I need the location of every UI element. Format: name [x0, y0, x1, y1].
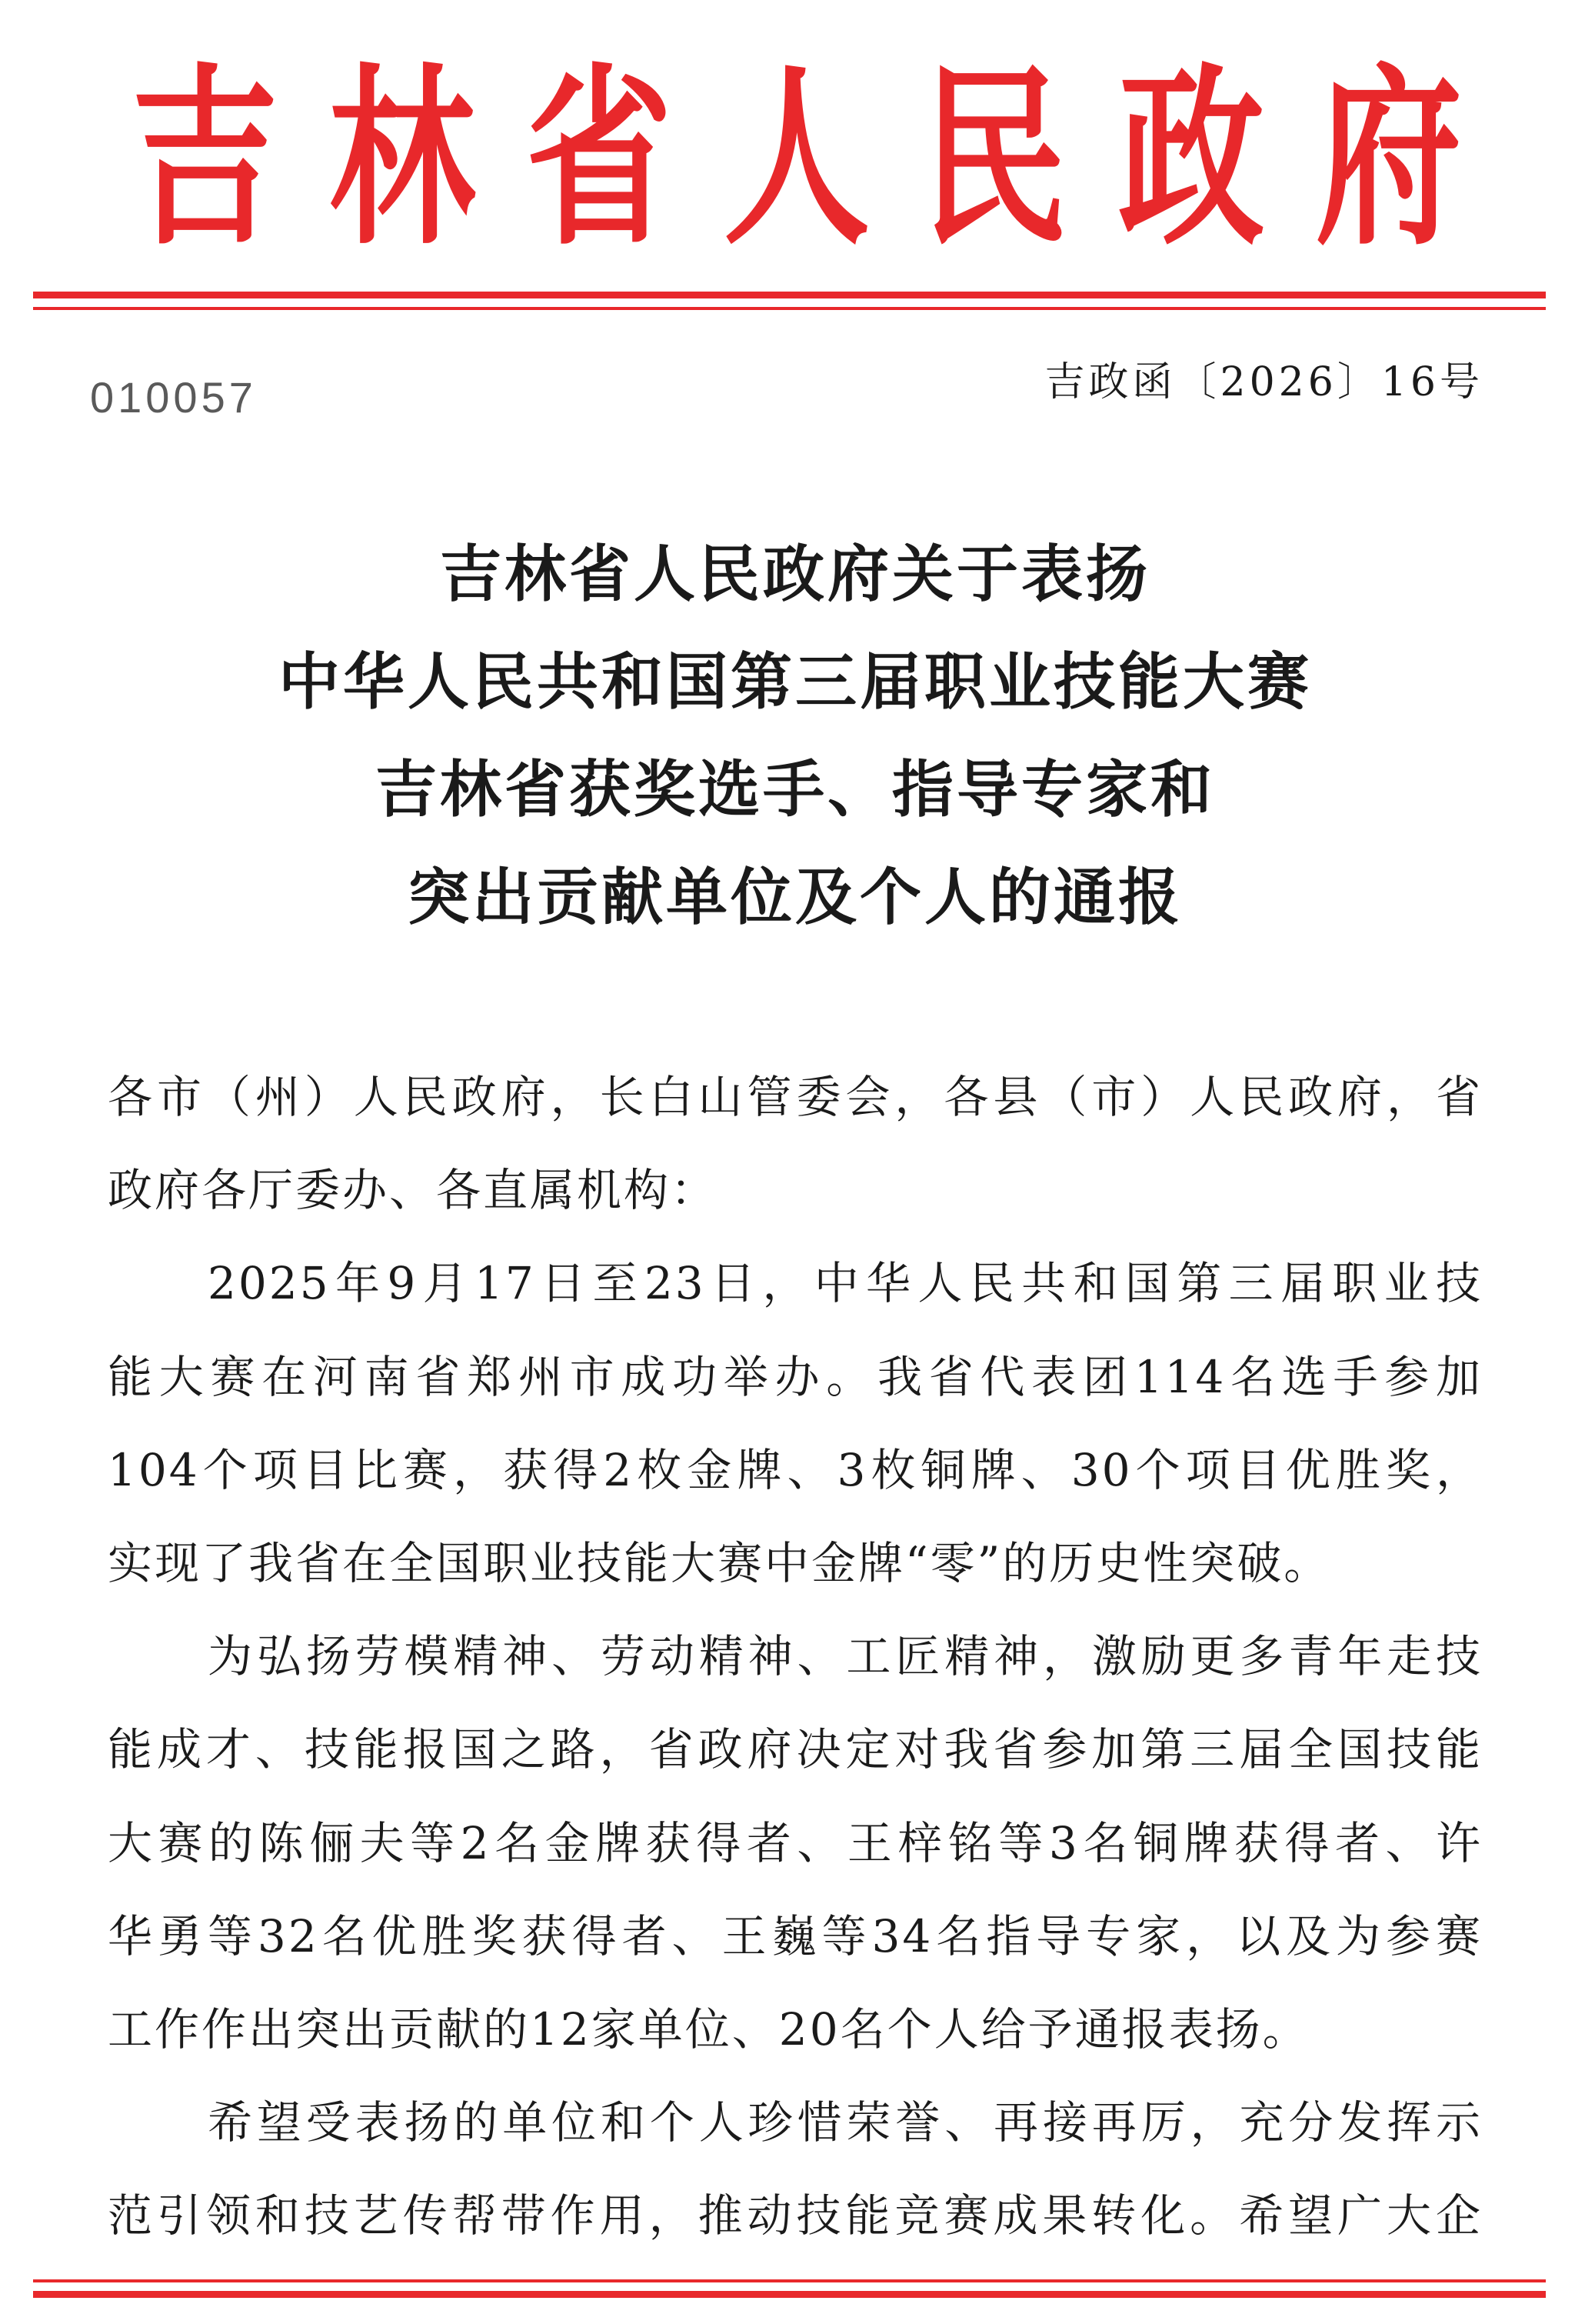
document-title-line: 吉林省获奖选手、指导专家和: [375, 753, 1215, 825]
body-line: 能成才、技能报国之路，省政府决定对我省参加第三届全国技能: [108, 1723, 1483, 1776]
serial-number: 010057: [90, 373, 257, 422]
masthead-char: [917, 45, 1071, 271]
body-line: 工作作出突出贡献的12家单位、20名个人给予通报表扬。: [108, 2002, 1310, 2056]
footer-rule-thick: [33, 2291, 1546, 2298]
masthead-char: [128, 45, 281, 271]
paragraph: [108, 1237, 1483, 1610]
document-title: [0, 520, 1575, 951]
masthead-char: [1312, 45, 1466, 271]
document-title-line: 中华人民共和国第三届职业技能大赛: [278, 645, 1312, 718]
document-body: [108, 1051, 1483, 2262]
paragraph: [108, 2076, 1483, 2262]
masthead-glyph: 府: [1315, 45, 1462, 271]
document-number: 吉政函〔2026〕16号: [1044, 359, 1483, 405]
masthead-char: [325, 45, 479, 271]
masthead-glyph: 人: [723, 45, 870, 271]
addressee: [108, 1051, 1483, 1237]
header-rule-thin: [33, 307, 1546, 310]
masthead-glyph: 政: [1118, 45, 1265, 271]
body-line: 各市（州）人民政府，长白山管委会，各县（市）人民政府，省: [108, 1071, 1483, 1123]
body-line: 2025年9月17日至23日，中华人民共和国第三届职业技: [208, 1257, 1483, 1310]
masthead-glyph: 民: [921, 45, 1067, 271]
body-line: 能大赛在河南省郑州市成功举办。我省代表团114名选手参加: [108, 1350, 1483, 1403]
masthead: [128, 45, 1466, 271]
body-line: 华勇等32名优胜奖获得者、王巍等34名指导专家，以及为参赛: [108, 1909, 1483, 1962]
masthead-char: [720, 45, 874, 271]
masthead-char: [522, 45, 676, 271]
document-title-line: 吉林省人民政府关于表扬: [440, 538, 1150, 610]
masthead-glyph: 林: [328, 45, 475, 271]
document-title-line: 突出贡献单位及个人的通报: [408, 861, 1183, 933]
masthead-char: [1114, 45, 1268, 271]
paragraph: [108, 1610, 1483, 2076]
footer-rule-thin: [33, 2279, 1546, 2282]
body-line: 希望受表扬的单位和个人珍惜荣誉、再接再厉，充分发挥示: [208, 2096, 1483, 2149]
body-line: 为弘扬劳模精神、劳动精神、工匠精神，激励更多青年走技: [208, 1630, 1483, 1683]
masthead-glyph: 省: [526, 45, 673, 271]
body-line: 104个项目比赛，获得2枚金牌、3枚铜牌、30个项目优胜奖，: [108, 1443, 1483, 1496]
masthead-glyph: 吉: [132, 45, 278, 271]
body-line: 范引领和技艺传帮带作用，推动技能竞赛成果转化。希望广大企: [108, 2189, 1483, 2242]
body-line: 政府各厅委办、各直属机构：: [108, 1164, 718, 1217]
body-line: 大赛的陈俪夫等2名金牌获得者、王梓铭等3名铜牌获得者、许: [108, 1816, 1483, 1869]
header-rule-thick: [33, 292, 1546, 298]
body-line: 实现了我省在全国职业技能大赛中金牌“零”的历史性突破。: [108, 1536, 1331, 1589]
